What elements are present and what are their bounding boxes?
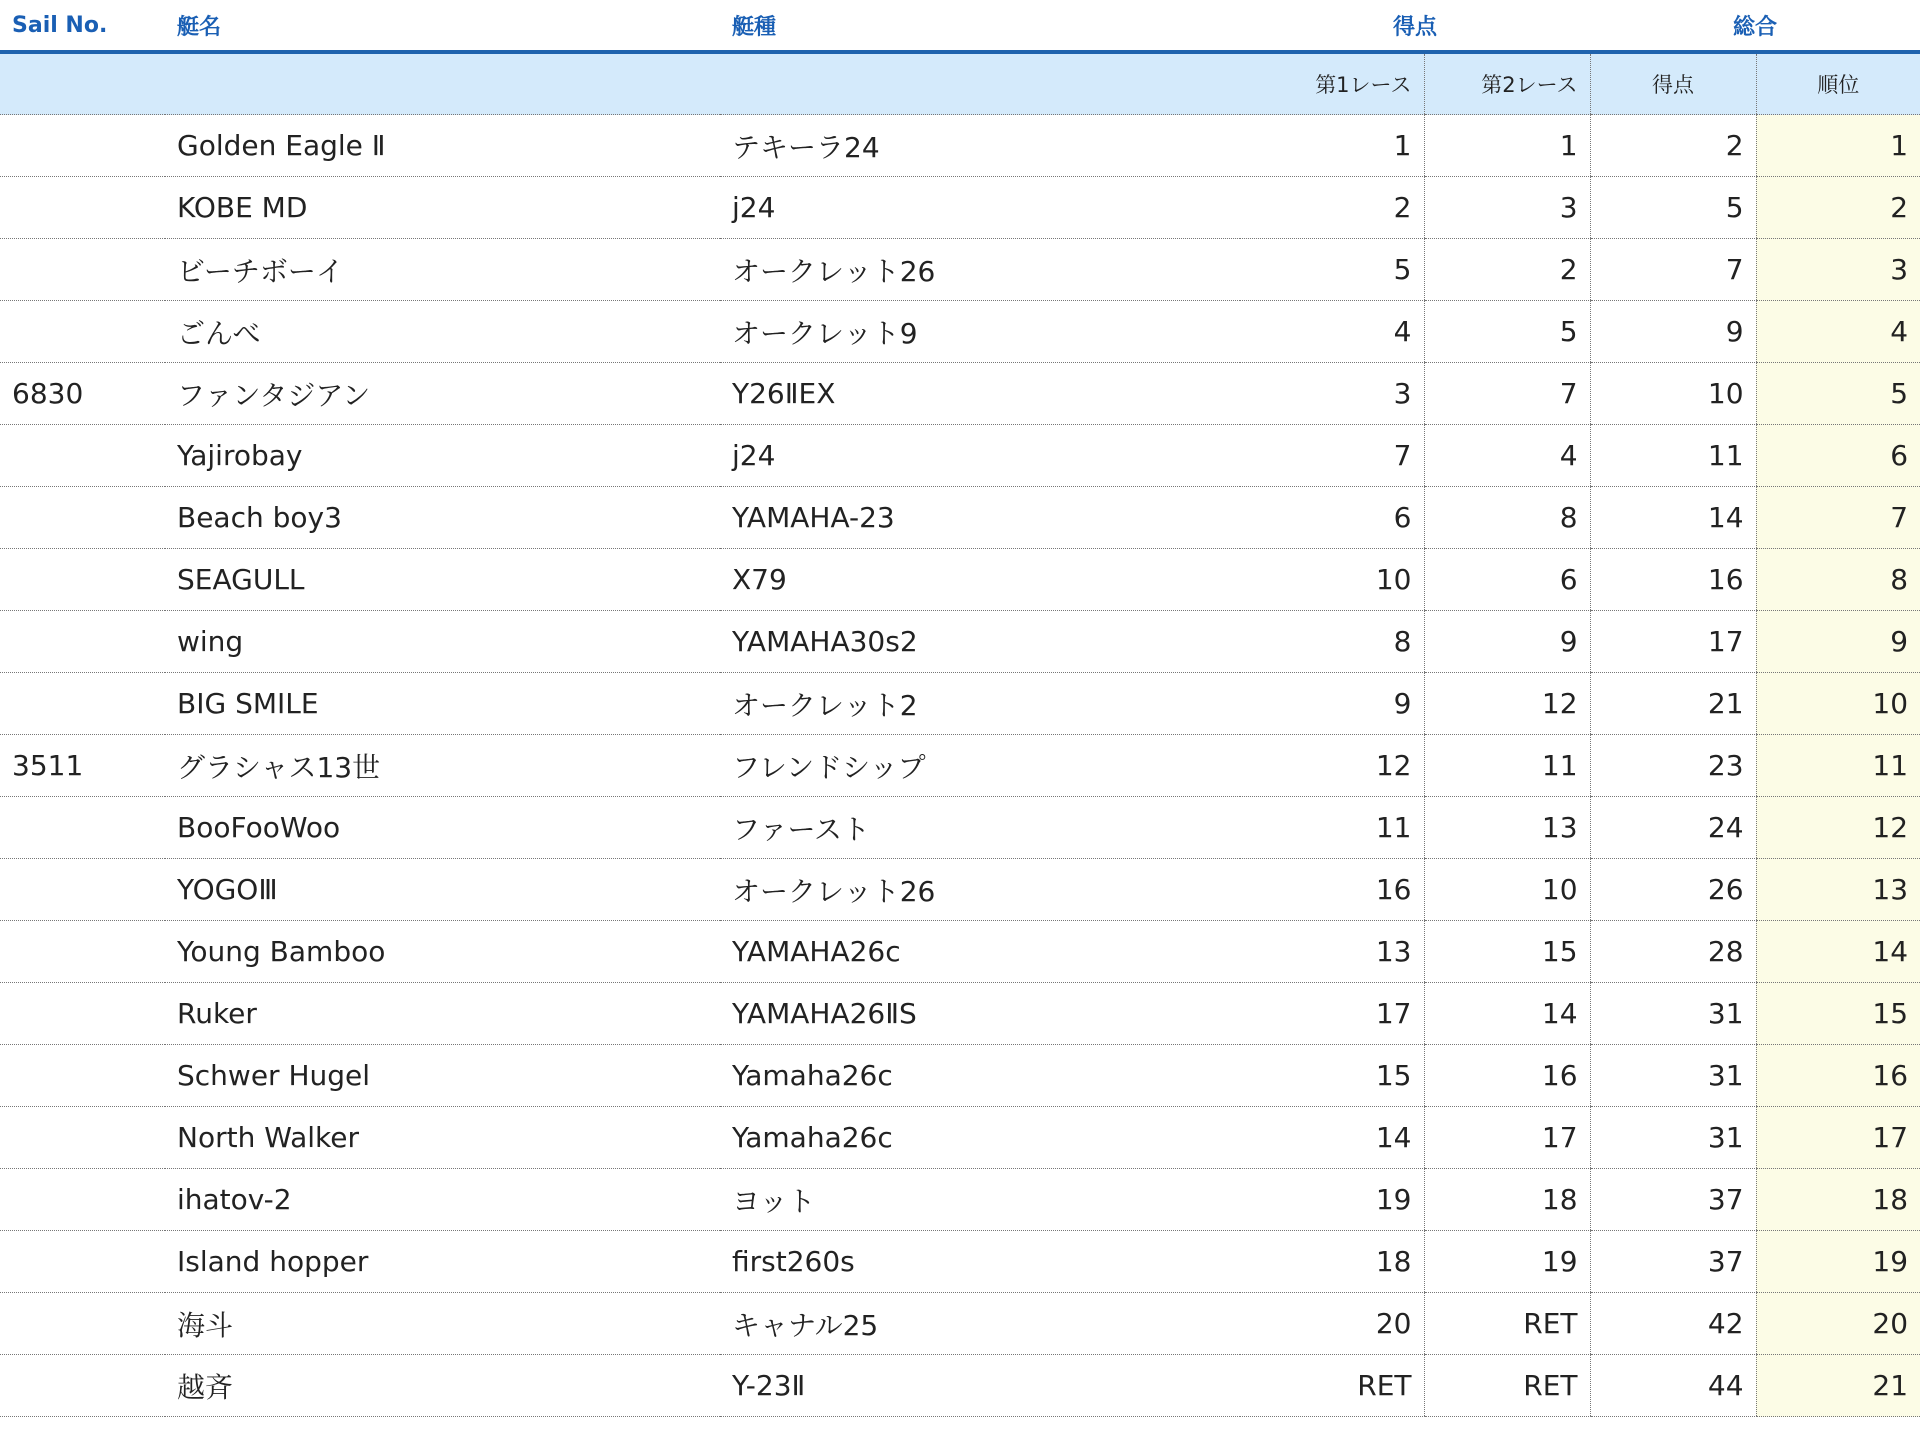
race1-score-cell: 17: [1240, 983, 1424, 1045]
boat-type-cell: Yamaha26c: [720, 1045, 1240, 1107]
sail-number-cell: 3511: [0, 735, 165, 797]
rank-cell: 14: [1756, 921, 1920, 983]
total-points-cell: 7: [1590, 239, 1756, 301]
sail-number-cell: [0, 611, 165, 673]
race1-score-cell: 14: [1240, 1107, 1424, 1169]
race1-score-cell: 9: [1240, 673, 1424, 735]
boat-name-cell: wing: [165, 611, 720, 673]
boat-name-cell: SEAGULL: [165, 549, 720, 611]
rank-cell: 15: [1756, 983, 1920, 1045]
sail-number-cell: [0, 1045, 165, 1107]
boat-type-cell: Yamaha26c: [720, 1107, 1240, 1169]
race1-score-cell: 19: [1240, 1169, 1424, 1231]
rank-cell: 4: [1756, 301, 1920, 363]
subheader-empty-name: [165, 52, 720, 115]
results-body: [0, 115, 1920, 1417]
rank-cell: 8: [1756, 549, 1920, 611]
boat-name-cell: ファンタジアン: [165, 363, 720, 425]
total-points-cell: 5: [1590, 177, 1756, 239]
boat-type-cell: j24: [720, 425, 1240, 487]
subheader-points: 得点: [1590, 52, 1756, 115]
race1-score-cell: RET: [1240, 1355, 1424, 1417]
boat-name-cell: ビーチボーイ: [165, 239, 720, 301]
sail-number-cell: [0, 301, 165, 363]
total-points-cell: 31: [1590, 1107, 1756, 1169]
boat-name-cell: Island hopper: [165, 1231, 720, 1293]
total-points-cell: 31: [1590, 983, 1756, 1045]
sail-number-cell: [0, 1231, 165, 1293]
table-row: [0, 177, 1920, 239]
race1-score-cell: 5: [1240, 239, 1424, 301]
rank-cell: 17: [1756, 1107, 1920, 1169]
boat-type-cell: オークレット2: [720, 673, 1240, 735]
sail-number-cell: [0, 1293, 165, 1355]
rank-cell: 18: [1756, 1169, 1920, 1231]
boat-type-cell: オークレット26: [720, 859, 1240, 921]
boat-name-cell: ごんべ: [165, 301, 720, 363]
race1-score-cell: 12: [1240, 735, 1424, 797]
race2-score-cell: 8: [1424, 487, 1590, 549]
race2-score-cell: 5: [1424, 301, 1590, 363]
boat-name-cell: BIG SMILE: [165, 673, 720, 735]
race2-score-cell: 7: [1424, 363, 1590, 425]
boat-type-cell: Y-23Ⅱ: [720, 1355, 1240, 1417]
race2-score-cell: 11: [1424, 735, 1590, 797]
boat-name-cell: Golden Eagle Ⅱ: [165, 115, 720, 177]
boat-name-cell: BooFooWoo: [165, 797, 720, 859]
sail-number-cell: 6830: [0, 363, 165, 425]
table-row: [0, 239, 1920, 301]
race2-score-cell: 3: [1424, 177, 1590, 239]
sail-number-cell: [0, 177, 165, 239]
table-row: [0, 115, 1920, 177]
boat-type-cell: オークレット26: [720, 239, 1240, 301]
boat-name-cell: YOGOⅢ: [165, 859, 720, 921]
boat-type-cell: X79: [720, 549, 1240, 611]
boat-type-cell: フレンドシップ: [720, 735, 1240, 797]
total-points-cell: 2: [1590, 115, 1756, 177]
total-points-cell: 37: [1590, 1169, 1756, 1231]
boat-name-cell: 海斗: [165, 1293, 720, 1355]
boat-type-cell: オークレット9: [720, 301, 1240, 363]
boat-name-cell: Schwer Hugel: [165, 1045, 720, 1107]
rank-cell: 13: [1756, 859, 1920, 921]
table-row: [0, 1293, 1920, 1355]
total-points-cell: 28: [1590, 921, 1756, 983]
boat-type-cell: YAMAHA26c: [720, 921, 1240, 983]
boat-name-cell: ihatov-2: [165, 1169, 720, 1231]
header-row: [0, 0, 1920, 52]
rank-cell: 21: [1756, 1355, 1920, 1417]
race1-score-cell: 4: [1240, 301, 1424, 363]
subheader-empty-type: [720, 52, 1240, 115]
sail-number-cell: [0, 1355, 165, 1417]
rank-cell: 7: [1756, 487, 1920, 549]
header-sail-no: Sail No.: [0, 0, 165, 52]
race1-score-cell: 16: [1240, 859, 1424, 921]
boat-name-cell: Ruker: [165, 983, 720, 1045]
table-row: [0, 1231, 1920, 1293]
sail-number-cell: [0, 239, 165, 301]
subheader-race1: 第1レース: [1240, 52, 1424, 115]
rank-cell: 3: [1756, 239, 1920, 301]
header-boat-type: 艇種: [720, 0, 1240, 52]
rank-cell: 1: [1756, 115, 1920, 177]
table-row: [0, 611, 1920, 673]
race2-score-cell: 6: [1424, 549, 1590, 611]
table-row: [0, 983, 1920, 1045]
race1-score-cell: 18: [1240, 1231, 1424, 1293]
boat-name-cell: Yajirobay: [165, 425, 720, 487]
table-row: [0, 301, 1920, 363]
total-points-cell: 17: [1590, 611, 1756, 673]
sail-number-cell: [0, 1107, 165, 1169]
race2-score-cell: 14: [1424, 983, 1590, 1045]
race2-score-cell: 13: [1424, 797, 1590, 859]
race2-score-cell: 2: [1424, 239, 1590, 301]
rank-cell: 19: [1756, 1231, 1920, 1293]
total-points-cell: 31: [1590, 1045, 1756, 1107]
total-points-cell: 9: [1590, 301, 1756, 363]
table-row: [0, 487, 1920, 549]
race1-score-cell: 2: [1240, 177, 1424, 239]
rank-cell: 9: [1756, 611, 1920, 673]
race2-score-cell: 1: [1424, 115, 1590, 177]
sail-number-cell: [0, 1169, 165, 1231]
race1-score-cell: 11: [1240, 797, 1424, 859]
table-row: [0, 1169, 1920, 1231]
table-row: [0, 1355, 1920, 1417]
table-row: [0, 1045, 1920, 1107]
race2-score-cell: 18: [1424, 1169, 1590, 1231]
rank-cell: 6: [1756, 425, 1920, 487]
header-score: 得点: [1240, 0, 1590, 52]
table-row: [0, 363, 1920, 425]
boat-name-cell: 越斉: [165, 1355, 720, 1417]
sail-number-cell: [0, 487, 165, 549]
sail-number-cell: [0, 115, 165, 177]
total-points-cell: 26: [1590, 859, 1756, 921]
total-points-cell: 21: [1590, 673, 1756, 735]
total-points-cell: 37: [1590, 1231, 1756, 1293]
race1-score-cell: 15: [1240, 1045, 1424, 1107]
boat-type-cell: YAMAHA30s2: [720, 611, 1240, 673]
sail-number-cell: [0, 425, 165, 487]
race2-score-cell: 16: [1424, 1045, 1590, 1107]
sail-number-cell: [0, 673, 165, 735]
table-row: [0, 735, 1920, 797]
boat-type-cell: YAMAHA26ⅡS: [720, 983, 1240, 1045]
table-row: [0, 859, 1920, 921]
rank-cell: 12: [1756, 797, 1920, 859]
total-points-cell: 16: [1590, 549, 1756, 611]
race2-score-cell: RET: [1424, 1355, 1590, 1417]
sail-number-cell: [0, 983, 165, 1045]
sail-number-cell: [0, 549, 165, 611]
race2-score-cell: 12: [1424, 673, 1590, 735]
sail-number-cell: [0, 921, 165, 983]
table-row: [0, 797, 1920, 859]
boat-type-cell: キャナル25: [720, 1293, 1240, 1355]
subheader-race2: 第2レース: [1424, 52, 1590, 115]
total-points-cell: 11: [1590, 425, 1756, 487]
subheader-rank: 順位: [1756, 52, 1920, 115]
table-row: [0, 673, 1920, 735]
race1-score-cell: 20: [1240, 1293, 1424, 1355]
subheader-empty-sail: [0, 52, 165, 115]
race1-score-cell: 3: [1240, 363, 1424, 425]
race1-score-cell: 6: [1240, 487, 1424, 549]
total-points-cell: 24: [1590, 797, 1756, 859]
race2-score-cell: 4: [1424, 425, 1590, 487]
header-boat-name: 艇名: [165, 0, 720, 52]
boat-name-cell: Beach boy3: [165, 487, 720, 549]
table-row: [0, 1107, 1920, 1169]
race2-score-cell: 19: [1424, 1231, 1590, 1293]
boat-name-cell: グラシャス13世: [165, 735, 720, 797]
table-row: [0, 549, 1920, 611]
boat-type-cell: ファースト: [720, 797, 1240, 859]
race1-score-cell: 8: [1240, 611, 1424, 673]
results-header: [0, 0, 1920, 115]
table-row: [0, 425, 1920, 487]
race2-score-cell: 10: [1424, 859, 1590, 921]
boat-type-cell: テキーラ24: [720, 115, 1240, 177]
rank-cell: 10: [1756, 673, 1920, 735]
race2-score-cell: RET: [1424, 1293, 1590, 1355]
header-overall: 総合: [1590, 0, 1920, 52]
subheader-row: [0, 52, 1920, 115]
race2-score-cell: 17: [1424, 1107, 1590, 1169]
table-row: [0, 921, 1920, 983]
race1-score-cell: 10: [1240, 549, 1424, 611]
total-points-cell: 14: [1590, 487, 1756, 549]
boat-type-cell: Y26ⅡEX: [720, 363, 1240, 425]
total-points-cell: 42: [1590, 1293, 1756, 1355]
rank-cell: 11: [1756, 735, 1920, 797]
boat-type-cell: first260s: [720, 1231, 1240, 1293]
sail-number-cell: [0, 797, 165, 859]
race1-score-cell: 7: [1240, 425, 1424, 487]
boat-type-cell: j24: [720, 177, 1240, 239]
total-points-cell: 10: [1590, 363, 1756, 425]
boat-name-cell: KOBE MD: [165, 177, 720, 239]
race1-score-cell: 13: [1240, 921, 1424, 983]
boat-type-cell: YAMAHA-23: [720, 487, 1240, 549]
rank-cell: 20: [1756, 1293, 1920, 1355]
boat-name-cell: Young Bamboo: [165, 921, 720, 983]
total-points-cell: 44: [1590, 1355, 1756, 1417]
boat-type-cell: ヨット: [720, 1169, 1240, 1231]
boat-name-cell: North Walker: [165, 1107, 720, 1169]
race1-score-cell: 1: [1240, 115, 1424, 177]
total-points-cell: 23: [1590, 735, 1756, 797]
rank-cell: 16: [1756, 1045, 1920, 1107]
race2-score-cell: 9: [1424, 611, 1590, 673]
rank-cell: 5: [1756, 363, 1920, 425]
rank-cell: 2: [1756, 177, 1920, 239]
sail-number-cell: [0, 859, 165, 921]
race2-score-cell: 15: [1424, 921, 1590, 983]
